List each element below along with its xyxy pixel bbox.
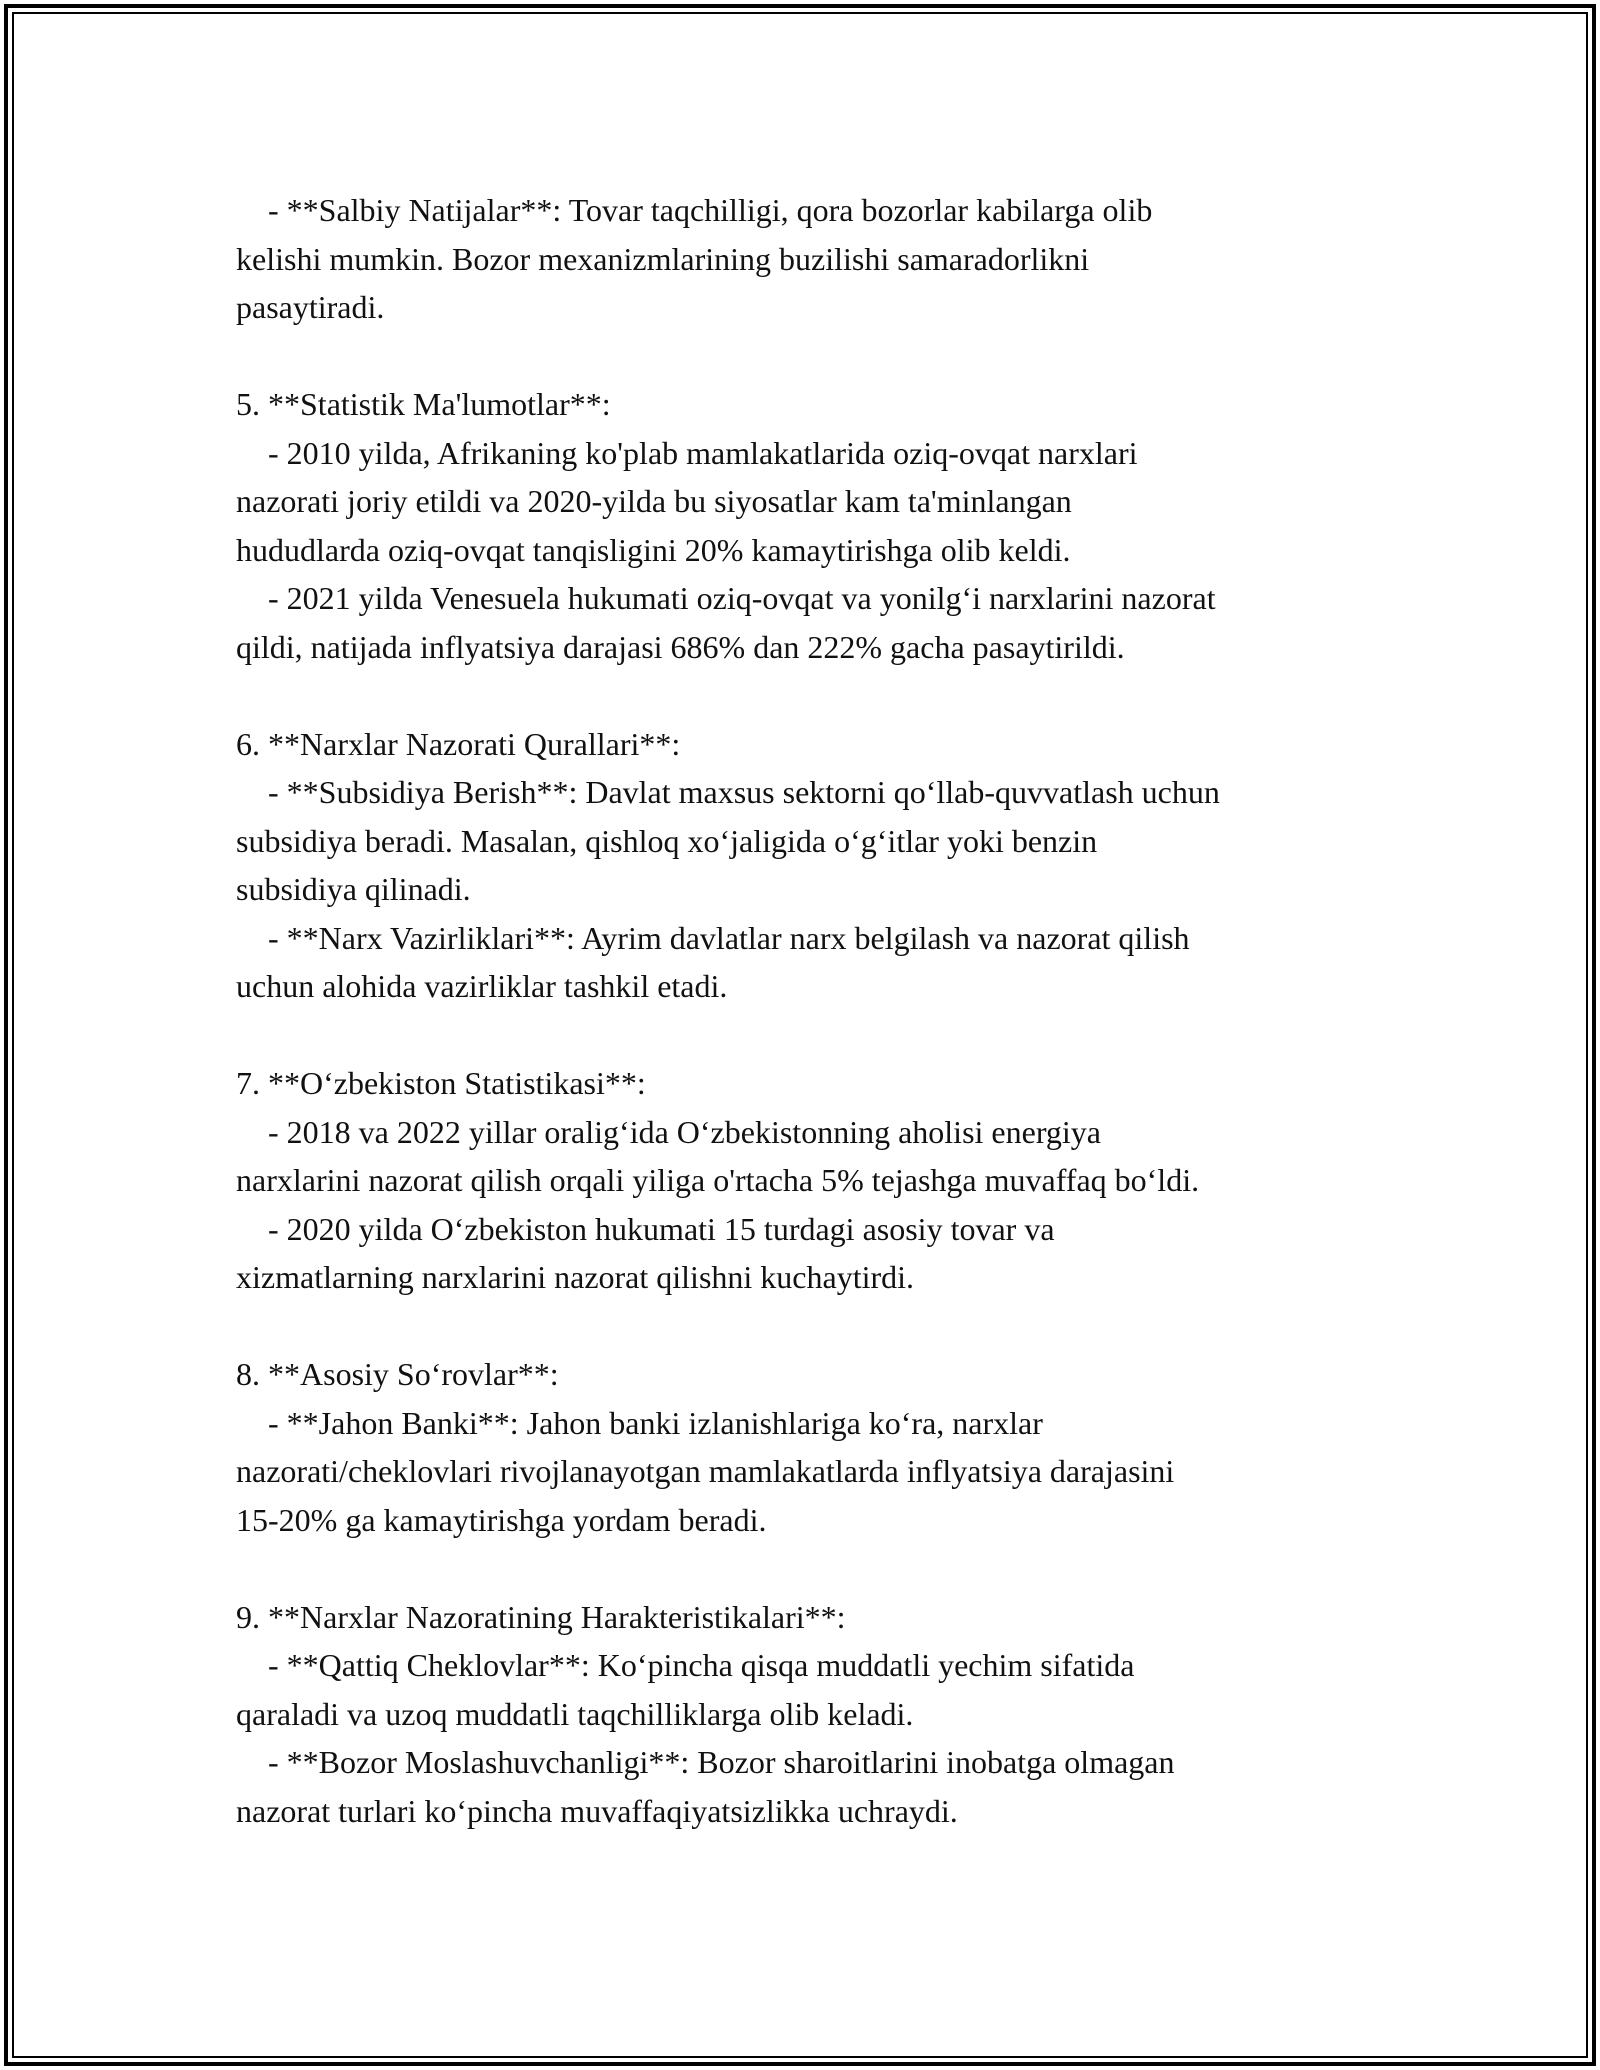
text-line: qildi, natijada inflyatsiya darajasi 686% dan 222% gacha pasaytirildi. (236, 628, 1125, 665)
text-line: - **Bozor Moslashuvchanligi**: Bozor sharoitlarini inobatga olmagan (236, 1744, 1175, 1780)
text-line: - **Narx Vazirliklari**: Ayrim davlatlar narx belgilash va nazorat qilish (236, 919, 1190, 956)
text-line: narxlarini nazorat qilish orqali yiliga o'rtacha 5% tejashga muvaffaq bo‘ldi. (236, 1162, 1200, 1198)
text-line: nazorati/cheklovlari rivojlanayotgan mamlakatlarda inflyatsiya darajasini (236, 1453, 1175, 1489)
paragraph-section-5 (236, 380, 1386, 671)
section-heading: 5. **Statistik Ma'lumotlar**: (236, 386, 611, 422)
text-line: nazorat turlari ko‘pincha muvaffaqiyatsizlikka uchraydi. (236, 1792, 958, 1829)
paragraph-section-9 (236, 1593, 1386, 1836)
paragraph-negative-results (236, 186, 1386, 332)
section-heading: 7. **O‘zbekiston Statistikasi**: (236, 1065, 646, 1101)
text-line: - **Qattiq Cheklovlar**: Ko‘pincha qisqa muddatli yechim sifatida (236, 1647, 1135, 1683)
document-body (236, 186, 1386, 1835)
text-line: hududlarda oziq-ovqat tanqisligini 20% kamaytirishga olib keldi. (236, 531, 1071, 568)
text-line: nazorati joriy etildi va 2020-yilda bu siyosatlar kam ta'minlangan (236, 483, 1072, 519)
text-line: qaraladi va uzoq muddatli taqchilliklarga olib keladi. (236, 1695, 914, 1732)
text-line: - 2021 yilda Venesuela hukumati oziq-ovqat va yonilg‘i narxlarini nazorat (236, 580, 1216, 616)
text-line: - **Salbiy Natijalar**: Tovar taqchilligi, qora bozorlar kabilarga olib (236, 192, 1153, 228)
section-heading: 9. **Narxlar Nazoratining Harakteristikalari**: (236, 1598, 846, 1635)
text-line: - **Jahon Banki**: Jahon banki izlanishlariga ko‘ra, narxlar (236, 1404, 1043, 1441)
text-line: kelishi mumkin. Bozor mexanizmlarining buzilishi samaradorlikni (236, 240, 1090, 277)
text-line: subsidiya qilinadi. (236, 871, 471, 907)
text-line: pasaytiradi. (236, 289, 385, 325)
text-line: subsidiya beradi. Masalan, qishloq xo‘jaligida o‘g‘itlar yoki benzin (236, 822, 1098, 859)
text-line: - 2020 yilda O‘zbekiston hukumati 15 turdagi asosiy tovar va (236, 1210, 1055, 1247)
section-heading: 8. **Asosiy So‘rovlar**: (236, 1356, 559, 1392)
text-line: uchun alohida vazirliklar tashkil etadi. (236, 968, 728, 1004)
text-line: - 2018 va 2022 yillar oralig‘ida O‘zbekistonning aholisi energiya (236, 1113, 1101, 1150)
paragraph-section-7 (236, 1059, 1386, 1302)
paragraph-section-6 (236, 720, 1386, 1011)
section-heading: 6. **Narxlar Nazorati Qurallari**: (236, 725, 681, 762)
paragraph-section-8 (236, 1350, 1386, 1544)
text-line: xizmatlarning narxlarini nazorat qilishni kuchaytirdi. (236, 1259, 915, 1295)
text-line: - 2010 yilda, Afrikaning ko'plab mamlakatlarida oziq-ovqat narxlari (236, 434, 1138, 471)
text-line: 15-20% ga kamaytirishga yordam beradi. (236, 1501, 767, 1538)
text-line: - **Subsidiya Berish**: Davlat maxsus sektorni qo‘llab-quvvatlash uchun (236, 774, 1220, 810)
